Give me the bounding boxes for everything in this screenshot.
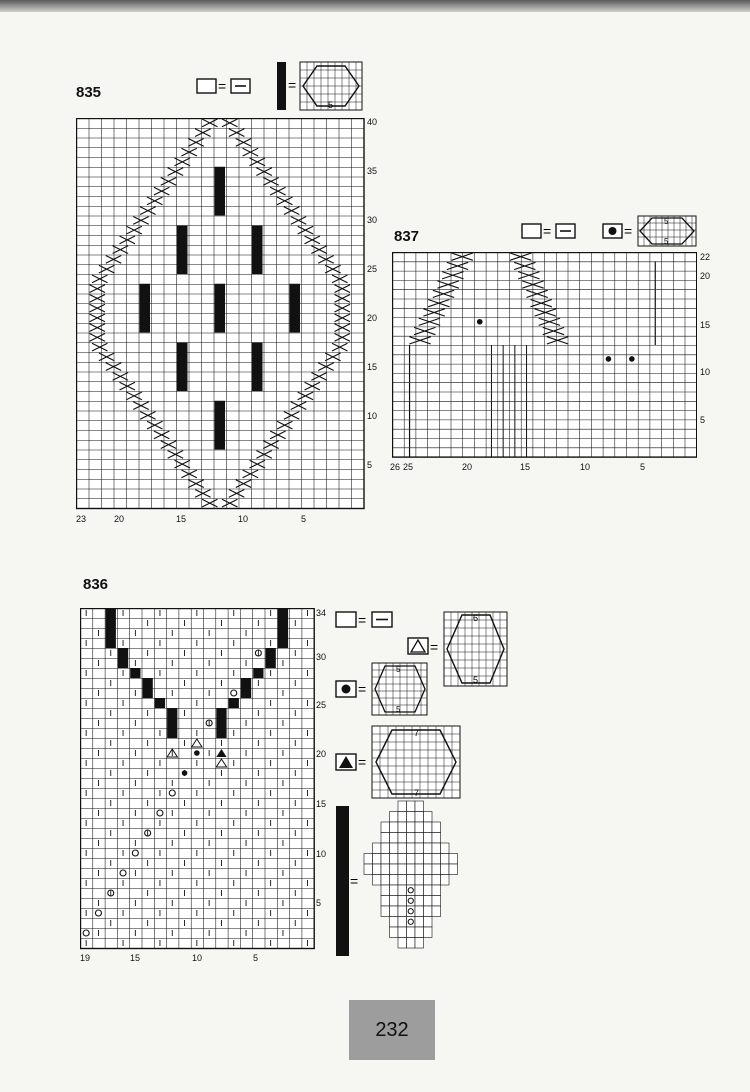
chart-836-row-tick: 34 bbox=[316, 608, 327, 618]
chart-835-row-tick: 10 bbox=[367, 411, 378, 421]
chart-836-grid bbox=[80, 608, 315, 950]
legend-836 bbox=[330, 606, 515, 966]
chart-836-col-tick: 15 bbox=[130, 953, 141, 963]
chart-835-col-tick: 15 bbox=[176, 514, 187, 524]
chart-837-col-tick: 25 bbox=[403, 462, 414, 472]
blank-cell-symbol bbox=[336, 612, 356, 627]
chart-837-row-tick: 22 bbox=[700, 252, 711, 262]
chart-836-row-tick: 20 bbox=[316, 749, 327, 759]
chart-837-row-tick: 10 bbox=[700, 367, 711, 377]
equals-sign: = bbox=[218, 78, 227, 94]
chart-837-col-tick: 26 bbox=[390, 462, 401, 472]
equals-sign: = bbox=[358, 754, 367, 770]
chart-835-row-tick: 30 bbox=[367, 215, 378, 225]
chart-835-row-tick: 20 bbox=[367, 313, 378, 323]
chart-837-grid bbox=[392, 252, 697, 458]
chart-835-row-tick: 25 bbox=[367, 264, 378, 274]
equals-sign: = bbox=[358, 612, 367, 628]
chart-835-row-tick: 5 bbox=[367, 460, 373, 470]
chart-835-row-tick: 35 bbox=[367, 166, 378, 176]
chart-835-grid bbox=[76, 118, 366, 510]
chart-836-col-tick: 19 bbox=[80, 953, 91, 963]
svg-text:6: 6 bbox=[473, 613, 479, 623]
chart-836-row-tick: 30 bbox=[316, 652, 327, 662]
chart-837-row-tick: 15 bbox=[700, 320, 711, 330]
chart-837-row-tick: 20 bbox=[700, 271, 711, 281]
chart-836-row-tick: 15 bbox=[316, 799, 327, 809]
chart-836-col-tick: 10 bbox=[192, 953, 203, 963]
chart-835-row-tick: 15 bbox=[367, 362, 378, 372]
chart-836-col-tick: 5 bbox=[253, 953, 259, 963]
equals-sign: = bbox=[288, 77, 297, 93]
chart-837-col-tick: 10 bbox=[580, 462, 591, 472]
chart-835-col-tick: 23 bbox=[76, 514, 87, 524]
svg-text:7: 7 bbox=[414, 728, 420, 738]
chart-837-col-tick: 15 bbox=[520, 462, 531, 472]
equals-sign: = bbox=[543, 223, 552, 239]
chart-835-col-tick: 20 bbox=[114, 514, 125, 524]
page-number: 232 bbox=[349, 1000, 435, 1060]
chart-835-col-tick: 5 bbox=[301, 514, 307, 524]
svg-text:5: 5 bbox=[396, 705, 401, 714]
equals-sign: = bbox=[624, 223, 633, 239]
svg-text:5: 5 bbox=[328, 100, 334, 110]
chart-835-label: 835 bbox=[76, 84, 102, 101]
long-bobble-bar-symbol bbox=[336, 806, 349, 956]
legend-835 bbox=[195, 60, 365, 112]
equals-sign: = bbox=[358, 681, 367, 697]
chart-836-label: 836 bbox=[83, 576, 109, 593]
svg-text:5: 5 bbox=[473, 675, 479, 685]
scan-top-edge bbox=[0, 0, 750, 12]
chart-836-row-tick: 5 bbox=[316, 898, 322, 908]
equals-sign: = bbox=[430, 639, 439, 655]
legend-837 bbox=[520, 214, 700, 248]
chart-836-row-tick: 25 bbox=[316, 700, 327, 710]
equals-sign: = bbox=[350, 873, 359, 889]
blank-cell-symbol bbox=[197, 79, 216, 93]
svg-text:5: 5 bbox=[664, 237, 669, 246]
svg-text:5: 5 bbox=[664, 217, 669, 226]
chart-837-col-tick: 20 bbox=[462, 462, 473, 472]
chart-837-col-tick: 5 bbox=[640, 462, 646, 472]
bobble-bar-symbol bbox=[277, 62, 286, 110]
chart-837-row-tick: 5 bbox=[700, 415, 706, 425]
blank-cell-symbol bbox=[522, 224, 541, 238]
svg-text:5: 5 bbox=[396, 665, 401, 674]
chart-835-row-tick: 40 bbox=[367, 117, 378, 127]
chart-836-row-tick: 10 bbox=[316, 849, 327, 859]
chart-835-col-tick: 10 bbox=[238, 514, 249, 524]
svg-text:7: 7 bbox=[414, 788, 420, 798]
chart-837-label: 837 bbox=[394, 228, 420, 245]
long-bobble-key-grid bbox=[364, 801, 458, 948]
